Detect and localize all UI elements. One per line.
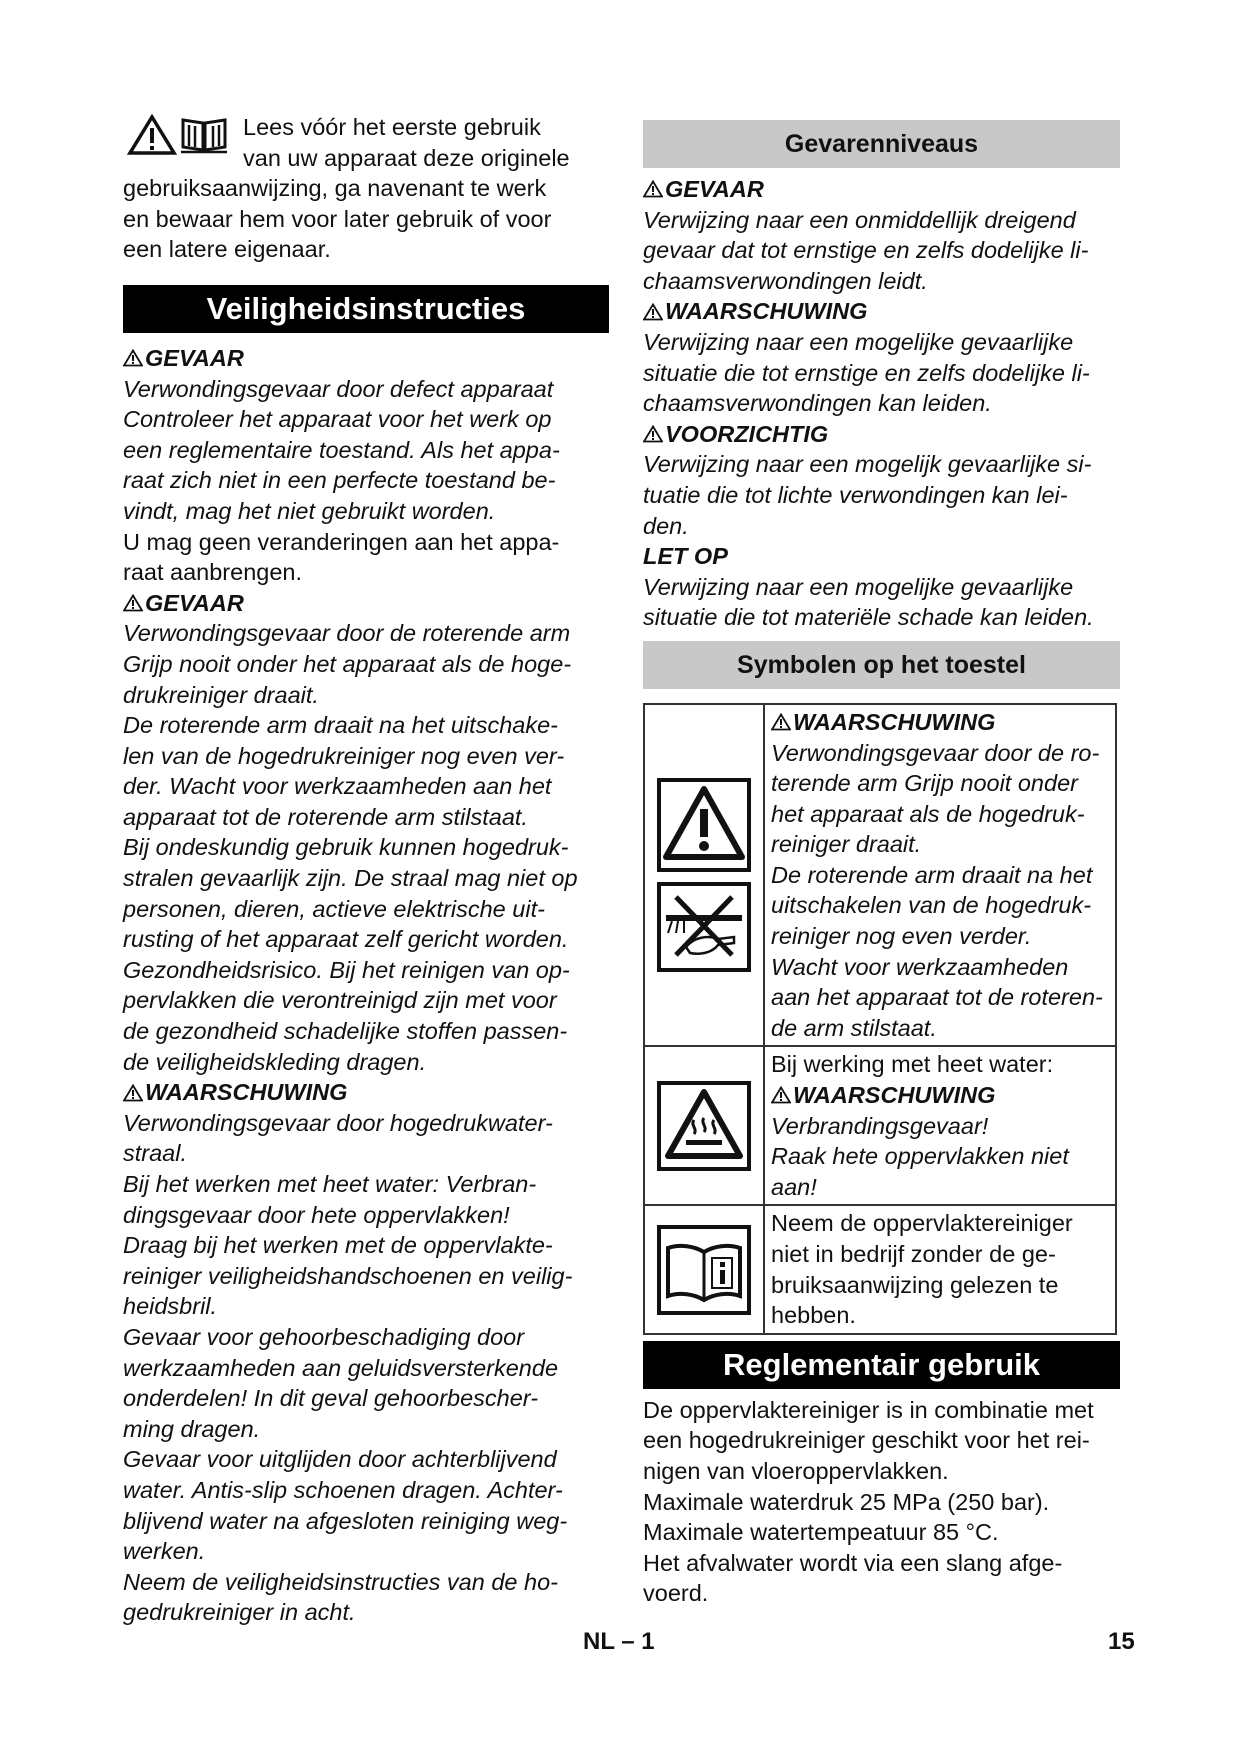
text-line: Draag bij het werken met de oppervlakte-	[123, 1232, 553, 1259]
warning-triangle-icon	[123, 594, 143, 612]
symbol-row	[644, 1046, 1116, 1205]
symbol-icon-cell	[644, 1046, 764, 1205]
text-line: situatie die tot materiële schade kan leiden.	[643, 604, 1094, 631]
text-line: Grijp nooit onder het apparaat als de hoge-	[123, 650, 572, 677]
symbol-heading	[771, 1080, 1113, 1111]
text-line: Neem de oppervlaktereiniger	[771, 1210, 1073, 1237]
text-line: personen, dieren, actieve elektrische uit-	[123, 895, 545, 922]
symbol-text-cell	[764, 1205, 1116, 1333]
intro-text	[123, 112, 609, 265]
text-line: Bij werking met heet water:	[771, 1051, 1054, 1078]
warning-exclamation-icon	[656, 777, 752, 873]
text-line: raat aanbrengen.	[123, 559, 303, 586]
text-line: niet in bedrijf zonder de ge-	[771, 1241, 1056, 1267]
text-line: Bij ondeskundig gebruik kunnen hogedruk-	[123, 834, 569, 861]
symbol-icon-cell	[644, 1205, 764, 1333]
text-line: der. Wacht voor werkzaamheden aan het	[123, 773, 552, 800]
manual-book-icon	[179, 114, 229, 156]
symbols-title: Symbolen op het toestel	[643, 641, 1120, 689]
warning-heading-label: WAARSCHUWING	[145, 1079, 348, 1106]
text-line: raat zich niet in een perfecte toestand be-	[123, 467, 556, 494]
warning-triangle-icon	[771, 1086, 791, 1104]
text-line: reiniger nog even verder.	[771, 923, 1032, 950]
text-line: Het afvalwater wordt via een slang afge-	[643, 1549, 1063, 1576]
text-line: nigen van vloeroppervlakken.	[643, 1457, 949, 1484]
text-line: reiniger veiligheidshandschoenen en veilig-	[123, 1262, 573, 1289]
symbol-heading	[771, 707, 1113, 738]
text-line: een hogedrukreiniger geschikt voor het rei-	[643, 1427, 1090, 1454]
text-line: tuatie die tot lichte verwondingen kan lei-	[643, 481, 1068, 508]
intro-line: en bewaar hem voor later gebruik of voor	[123, 205, 552, 232]
text-line: De oppervlaktereiniger is in combinatie met	[643, 1396, 1094, 1423]
danger-heading-label: GEVAAR	[145, 589, 244, 616]
text-line: water. Antis-slip schoenen dragen. Achter-	[123, 1476, 563, 1503]
text-line: onderdelen! In dit geval gehoorbescher-	[123, 1385, 539, 1412]
symbol-heading-label: WAARSCHUWING	[793, 1082, 996, 1109]
text-line: de gezondheid schadelijke stoffen passen-	[123, 1018, 568, 1045]
text-line: U mag geen veranderingen aan het appa-	[123, 528, 560, 555]
text-line: ming dragen.	[123, 1415, 261, 1442]
text-line: Neem de veiligheidsinstructies van de ho-	[123, 1568, 558, 1595]
warning-triangle-icon	[643, 425, 663, 443]
text-line: den.	[643, 512, 689, 539]
level-heading	[643, 174, 1120, 205]
warning-triangle-icon	[123, 1084, 143, 1102]
text-line: straal.	[123, 1140, 187, 1167]
danger-heading	[123, 343, 609, 374]
text-line: het apparaat als de hogedruk-	[771, 800, 1085, 827]
text-line: Verwijzing naar een mogelijke gevaarlijke	[643, 328, 1074, 355]
level-heading-label: WAARSCHUWING	[665, 298, 868, 325]
text-line: chaamsverwondingen kan leiden.	[643, 390, 992, 417]
text-line: dingsgevaar door hete oppervlakken!	[123, 1201, 510, 1228]
text-line: vindt, mag het niet gebruikt worden.	[123, 497, 496, 524]
text-line: situatie die tot ernstige en zelfs dodelijke li-	[643, 359, 1090, 386]
text-line: De roterende arm draait na het	[771, 861, 1093, 888]
read-manual-icon	[656, 1224, 752, 1316]
warning-heading	[123, 1077, 609, 1108]
text-line: pervlakken die verontreinigd zijn met voor	[123, 987, 557, 1014]
text-line: Verwijzing naar een mogelijke gevaarlijke	[643, 573, 1074, 600]
text-line: een reglementaire toestand. Als het appa-	[123, 436, 560, 463]
danger1-text	[123, 374, 609, 588]
danger-heading	[123, 588, 609, 619]
level-heading	[643, 419, 1120, 450]
text-line: werkzaamheden aan geluidsversterkende	[123, 1354, 559, 1381]
text-line: Maximale waterdruk 25 MPa (250 bar).	[643, 1488, 1050, 1515]
text-line: Gevaar voor uitglijden door achterblijvend	[123, 1446, 557, 1473]
text-line: aan het apparaat tot de roteren-	[771, 984, 1103, 1011]
level-heading	[643, 296, 1120, 327]
intro-line: een latere eigenaar.	[123, 236, 331, 263]
level-heading-label: GEVAAR	[665, 176, 764, 202]
text-line: Verwondingsgevaar door defect apparaat	[123, 375, 554, 402]
usage-title: Reglementair gebruik	[643, 1341, 1120, 1389]
text-line: hebben.	[771, 1302, 856, 1329]
text-line: de veiligheidskleding dragen.	[123, 1048, 427, 1075]
hot-surface-icon	[656, 1080, 752, 1172]
warning-triangle-icon	[771, 713, 791, 731]
text-line: Verwondingsgevaar door de roterende arm	[123, 620, 571, 647]
text-line: Verwondingsgevaar door hogedrukwater-	[123, 1109, 553, 1136]
warning-triangle-icon	[643, 180, 663, 198]
level-heading	[643, 541, 1120, 572]
text-line: gevaar dat tot ernstige en zelfs dodelijke li-	[643, 237, 1089, 264]
text-line: Verwondingsgevaar door de ro-	[771, 739, 1100, 766]
warning-triangle-icon	[643, 303, 663, 321]
text-line: terende arm Grijp nooit onder	[771, 770, 1078, 797]
intro-line: Lees vóór het eerste gebruik	[243, 114, 541, 140]
text-line: Raak hete oppervlakken niet	[771, 1143, 1069, 1170]
text-line: Bij het werken met heet water: Verbran-	[123, 1171, 537, 1197]
section-marker: NL – 1	[583, 1628, 655, 1655]
levels-title: Gevarenniveaus	[643, 120, 1120, 168]
text-line: Verbrandingsgevaar!	[771, 1112, 989, 1139]
text-line: Gezondheidsrisico. Bij het reinigen van op-	[123, 956, 570, 983]
text-line: Wacht voor werkzaamheden	[771, 953, 1069, 980]
no-hands-rotating-arm-icon	[656, 881, 752, 973]
page-number: 15	[1108, 1628, 1135, 1655]
symbol-row	[644, 1205, 1116, 1333]
warning-triangle-icon	[127, 114, 177, 156]
warning-triangle-icon	[123, 349, 143, 367]
symbol-text-cell	[764, 704, 1116, 1047]
danger-heading-label: GEVAAR	[145, 344, 244, 371]
symbol-row	[644, 704, 1116, 1047]
symbol-heading-label: WAARSCHUWING	[793, 708, 996, 735]
text-line: De roterende arm draait na het uitschake-	[123, 712, 558, 739]
text-line: rusting of het apparaat zelf gericht worden.	[123, 926, 569, 953]
intro-icons	[127, 114, 229, 156]
text-line: stralen gevaarlijk zijn. De straal mag niet op	[123, 865, 578, 892]
text-line: chaamsverwondingen leidt.	[643, 267, 928, 294]
text-line: uitschakelen van de hogedruk-	[771, 892, 1092, 919]
text-line: Maximale watertempeatuur 85 °C.	[643, 1519, 999, 1546]
symbol-text-cell	[764, 1046, 1116, 1205]
right-column	[643, 120, 1120, 1609]
text-line: Verwijzing naar een mogelijk gevaarlijke si-	[643, 451, 1092, 478]
level-heading-label: LET OP	[643, 543, 728, 570]
text-line: blijvend water na afgesloten reiniging weg-	[123, 1507, 568, 1534]
text-line: gedrukreiniger in acht.	[123, 1599, 356, 1626]
text-line: reiniger draait.	[771, 831, 922, 858]
text-line: len van de hogedrukreiniger nog even ver-	[123, 742, 565, 769]
text-line: heidsbril.	[123, 1293, 218, 1320]
text-line: de arm stilstaat.	[771, 1014, 937, 1041]
danger2-text	[123, 618, 609, 1077]
text-line: Gevaar voor gehoorbeschadiging door	[123, 1323, 525, 1350]
symbols-table	[643, 703, 1117, 1335]
text-line: apparaat tot de roterende arm stilstaat.	[123, 803, 528, 830]
warning-text	[123, 1108, 609, 1628]
symbol-icon-cell	[644, 704, 764, 1047]
text-line: Verwijzing naar een onmiddellijk dreigend	[643, 206, 1076, 233]
text-line: aan!	[771, 1173, 817, 1200]
intro-line: gebruiksaanwijzing, ga navenant te werk	[123, 175, 547, 202]
intro-line: van uw apparaat deze originele	[243, 144, 570, 171]
text-line: bruiksaanwijzing gelezen te	[771, 1271, 1059, 1298]
text-line: werken.	[123, 1538, 206, 1565]
text-line: Controleer het apparaat voor het werk op	[123, 406, 552, 433]
safety-title: Veiligheidsinstructies	[123, 285, 609, 333]
left-column	[123, 112, 609, 1628]
level-heading-label: VOORZICHTIG	[665, 420, 829, 447]
text-line: voerd.	[643, 1580, 709, 1607]
text-line: drukreiniger draait.	[123, 681, 319, 708]
